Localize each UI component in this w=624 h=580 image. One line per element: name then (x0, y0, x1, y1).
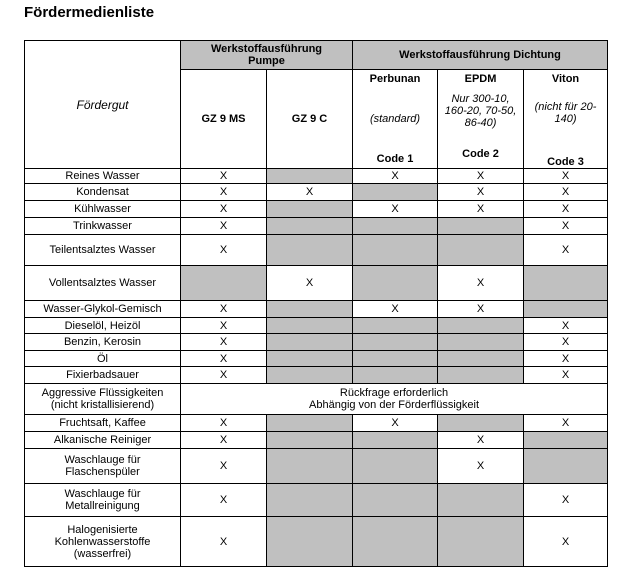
mark-cell: X (353, 169, 438, 184)
empty-cell (353, 184, 438, 201)
empty-cell (524, 266, 608, 301)
epdm-name: EPDM (464, 73, 497, 85)
empty-cell (524, 301, 608, 318)
empty-cell (267, 449, 353, 484)
mark-cell: X (524, 184, 608, 201)
mark-cell: X (438, 201, 524, 218)
table-row (25, 484, 608, 517)
table-row (25, 367, 608, 384)
mark-cell: X (438, 301, 524, 318)
mark-cell: X (524, 484, 608, 517)
mark-cell: X (524, 517, 608, 567)
media-table (24, 40, 608, 567)
span-note-cell (181, 384, 608, 415)
empty-cell (267, 334, 353, 351)
mark-cell: X (181, 201, 267, 218)
table-row (25, 432, 608, 449)
empty-cell (353, 351, 438, 367)
mark-cell: X (181, 517, 267, 567)
mark-cell: X (524, 235, 608, 266)
mark-cell: X (181, 301, 267, 318)
row-name: Wasser-Glykol-Gemisch (25, 301, 181, 318)
empty-cell (353, 235, 438, 266)
mark-cell: X (524, 201, 608, 218)
header-col-perbunan (353, 70, 438, 169)
mark-cell: X (181, 169, 267, 184)
mark-cell: X (524, 169, 608, 184)
empty-cell (353, 517, 438, 567)
table-row (25, 351, 608, 367)
mark-cell: X (438, 169, 524, 184)
mark-cell: X (438, 266, 524, 301)
header-dichtung-group: Werkstoffausführung Dichtung (353, 41, 608, 70)
row-name: Öl (25, 351, 181, 367)
mark-cell: X (181, 235, 267, 266)
mark-cell: X (438, 449, 524, 484)
table-row (25, 169, 608, 184)
header-col-epdm (438, 70, 524, 169)
empty-cell (353, 367, 438, 384)
table-row (25, 318, 608, 334)
empty-cell (438, 517, 524, 567)
empty-cell (524, 432, 608, 449)
span-note-line2: Abhängig von der Förderflüssigkeit (309, 399, 479, 411)
row-name: Alkanische Reiniger (25, 432, 181, 449)
row-name: Teilentsalztes Wasser (25, 235, 181, 266)
header-row-groups (25, 41, 608, 70)
perbunan-name: Perbunan (369, 73, 421, 85)
table-row (25, 384, 608, 415)
mark-cell: X (181, 334, 267, 351)
mark-cell: X (353, 415, 438, 432)
table-row (25, 517, 608, 567)
empty-cell (267, 517, 353, 567)
empty-cell (267, 169, 353, 184)
row-name: Reines Wasser (25, 169, 181, 184)
empty-cell (267, 484, 353, 517)
empty-cell (353, 318, 438, 334)
mark-cell: X (438, 432, 524, 449)
mark-cell: X (181, 432, 267, 449)
viton-code: Code 3 (547, 156, 584, 168)
row-name: Fixierbadsauer (25, 367, 181, 384)
empty-cell (267, 301, 353, 318)
header-foerdergut: Fördergut (25, 41, 181, 169)
row-name: Vollentsalztes Wasser (25, 266, 181, 301)
empty-cell (267, 351, 353, 367)
mark-cell: X (181, 218, 267, 235)
empty-cell (353, 218, 438, 235)
row-name: Benzin, Kerosin (25, 334, 181, 351)
mark-cell: X (267, 184, 353, 201)
row-name: Kühlwasser (25, 201, 181, 218)
empty-cell (267, 201, 353, 218)
span-note-line1: Rückfrage erforderlich (339, 387, 449, 399)
empty-cell (353, 449, 438, 484)
mark-cell: X (181, 318, 267, 334)
table-row (25, 218, 608, 235)
table-row (25, 266, 608, 301)
mark-cell: X (267, 266, 353, 301)
row-name: Trinkwasser (25, 218, 181, 235)
table-row (25, 184, 608, 201)
header-col-viton (524, 70, 608, 169)
row-name: Kondensat (25, 184, 181, 201)
empty-cell (353, 484, 438, 517)
epdm-code: Code 2 (462, 148, 499, 160)
mark-cell: X (181, 415, 267, 432)
empty-cell (267, 218, 353, 235)
empty-cell (353, 334, 438, 351)
table-row (25, 449, 608, 484)
epdm-note: Nur 300-10, 160-20, 70-50, 86-40) (444, 93, 517, 129)
mark-cell: X (353, 301, 438, 318)
page-title: Fördermedienliste (24, 4, 155, 21)
mark-cell: X (181, 184, 267, 201)
empty-cell (438, 318, 524, 334)
table-row (25, 235, 608, 266)
mark-cell: X (524, 415, 608, 432)
row-name: Fruchtsaft, Kaffee (25, 415, 181, 432)
table-row (25, 301, 608, 318)
mark-cell: X (524, 318, 608, 334)
viton-name: Viton (551, 73, 580, 85)
mark-cell: X (181, 449, 267, 484)
mark-cell: X (524, 351, 608, 367)
empty-cell (438, 415, 524, 432)
perbunan-code: Code 1 (376, 153, 414, 165)
media-table-body (25, 41, 608, 567)
table-row (25, 334, 608, 351)
table-row (25, 415, 608, 432)
empty-cell (438, 235, 524, 266)
header-col-gz9ms: GZ 9 MS (181, 70, 267, 169)
row-name: Halogenisierte Kohlenwasserstoffe (wasserfrei) (25, 517, 181, 567)
row-name: Dieselöl, Heizöl (25, 318, 181, 334)
empty-cell (353, 266, 438, 301)
mark-cell: X (181, 351, 267, 367)
row-name: Waschlauge für Flaschenspüler (25, 449, 181, 484)
empty-cell (267, 367, 353, 384)
empty-cell (438, 351, 524, 367)
empty-cell (438, 218, 524, 235)
empty-cell (353, 432, 438, 449)
perbunan-note: (standard) (369, 113, 421, 125)
mark-cell: X (524, 367, 608, 384)
mark-cell: X (181, 367, 267, 384)
mark-cell: X (353, 201, 438, 218)
row-name: Aggressive Flüssigkeiten (nicht kristallisierend) (25, 384, 181, 415)
empty-cell (267, 432, 353, 449)
mark-cell: X (524, 218, 608, 235)
header-col-gz9c: GZ 9 C (267, 70, 353, 169)
table-row (25, 201, 608, 218)
empty-cell (181, 266, 267, 301)
empty-cell (438, 484, 524, 517)
row-name: Waschlauge für Metallreinigung (25, 484, 181, 517)
empty-cell (267, 318, 353, 334)
mark-cell: X (438, 184, 524, 201)
empty-cell (267, 235, 353, 266)
mark-cell: X (524, 334, 608, 351)
viton-note: (nicht für 20-140) (534, 101, 597, 125)
empty-cell (524, 449, 608, 484)
empty-cell (438, 334, 524, 351)
header-pumpe-group: Werkstoffausführung Pumpe (181, 41, 353, 70)
empty-cell (267, 415, 353, 432)
empty-cell (438, 367, 524, 384)
mark-cell: X (181, 484, 267, 517)
